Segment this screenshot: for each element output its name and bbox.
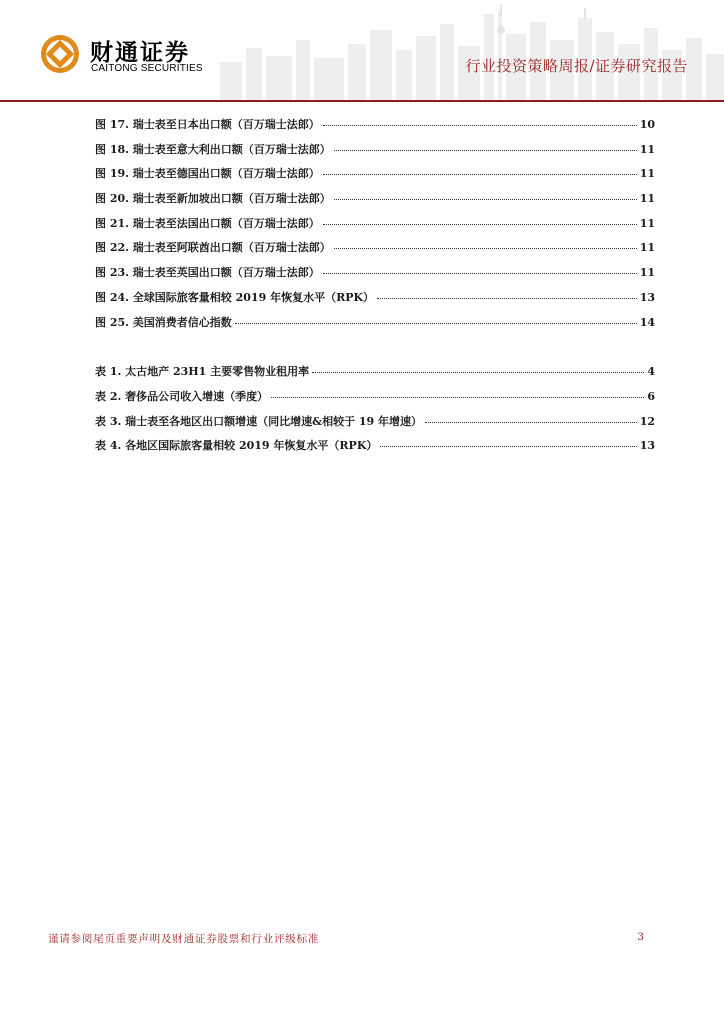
page-number: 3: [637, 931, 644, 943]
dot-leader: [323, 124, 637, 126]
toc-entry-label: 图 25. 美国消费者信心指数: [95, 315, 232, 329]
brand-name-english: CAITONG SECURITIES: [91, 63, 203, 74]
section-spacer: [95, 335, 655, 360]
toc-entry-label: 图 20. 瑞士表至新加坡出口额（百万瑞士法郎）: [95, 192, 331, 206]
toc-entry[interactable]: [95, 187, 655, 212]
toc-entry[interactable]: [95, 434, 655, 459]
figure-list: [95, 113, 655, 335]
toc-entry[interactable]: [95, 261, 655, 286]
toc-entry-label: 图 23. 瑞士表至英国出口额（百万瑞士法郎）: [95, 266, 320, 280]
toc-entry-label: 图 19. 瑞士表至德国出口额（百万瑞士法郎）: [95, 167, 320, 181]
dot-leader: [312, 371, 644, 373]
dot-leader: [271, 396, 644, 398]
dot-leader: [380, 445, 636, 447]
toc-entry-page: 11: [639, 142, 655, 156]
dot-leader: [323, 272, 637, 274]
toc-entry-label: 图 18. 瑞士表至意大利出口额（百万瑞士法郎）: [95, 142, 331, 156]
toc-entry[interactable]: [95, 236, 655, 261]
toc-entry[interactable]: [95, 410, 655, 435]
toc-entry[interactable]: [95, 162, 655, 187]
dot-leader: [425, 421, 637, 423]
toc-entry-page: 11: [639, 167, 655, 181]
toc-entry[interactable]: [95, 311, 655, 336]
caitong-logo-icon: [40, 34, 80, 74]
dot-leader: [235, 322, 637, 324]
toc-entry-page: 4: [647, 365, 655, 379]
toc-entry[interactable]: [95, 360, 655, 385]
toc-entry-label: 表 4. 各地区国际旅客量相较 2019 年恢复水平（RPK）: [95, 439, 378, 453]
toc-entry-page: 14: [639, 315, 655, 329]
toc-entry-page: 10: [639, 118, 655, 131]
toc-entry-label: 图 24. 全球国际旅客量相较 2019 年恢复水平（RPK）: [95, 290, 375, 304]
toc-entry-page: 11: [639, 192, 655, 206]
toc-entry-page: 6: [647, 389, 655, 403]
toc-entry-page: 11: [639, 241, 655, 255]
toc-entry-page: 13: [639, 290, 655, 304]
toc-entry[interactable]: [95, 212, 655, 237]
brand-name-chinese: 财通证券: [90, 40, 190, 66]
toc-entry-label: 表 3. 瑞士表至各地区出口额增速（同比增速&相较于 19 年增速）: [95, 414, 423, 428]
page-header: [0, 0, 724, 104]
toc-entry[interactable]: [95, 113, 655, 138]
header-divider: [0, 100, 724, 102]
toc-entry[interactable]: [95, 138, 655, 163]
dot-leader: [323, 173, 637, 175]
toc-entry-page: 11: [639, 266, 655, 280]
toc-entry[interactable]: [95, 286, 655, 311]
footer-disclaimer: 谨请参阅尾页重要声明及财通证券股票和行业评级标准: [48, 933, 320, 945]
dot-leader: [323, 223, 637, 225]
dot-leader: [377, 297, 637, 299]
dot-leader: [334, 247, 637, 249]
toc-entry-page: 13: [639, 439, 655, 453]
toc-entry-label: 图 22. 瑞士表至阿联酋出口额（百万瑞士法郎）: [95, 241, 331, 255]
toc-entry-label: 表 2. 奢侈品公司收入增速（季度）: [95, 389, 269, 403]
dot-leader: [334, 149, 637, 151]
toc-entry-page: 12: [639, 414, 655, 428]
dot-leader: [334, 198, 637, 200]
toc-entry[interactable]: [95, 385, 655, 410]
toc-entry-page: 11: [639, 216, 655, 230]
toc-entry-label: 图 17. 瑞士表至日本出口额（百万瑞士法郎）: [95, 118, 320, 131]
table-of-contents: [95, 113, 655, 459]
report-type-title: 行业投资策略周报/证券研究报告: [465, 57, 688, 75]
table-list: [95, 360, 655, 459]
toc-entry-label: 表 1. 太古地产 23H1 主要零售物业租用率: [95, 365, 310, 379]
toc-entry-label: 图 21. 瑞士表至法国出口额（百万瑞士法郎）: [95, 216, 320, 230]
